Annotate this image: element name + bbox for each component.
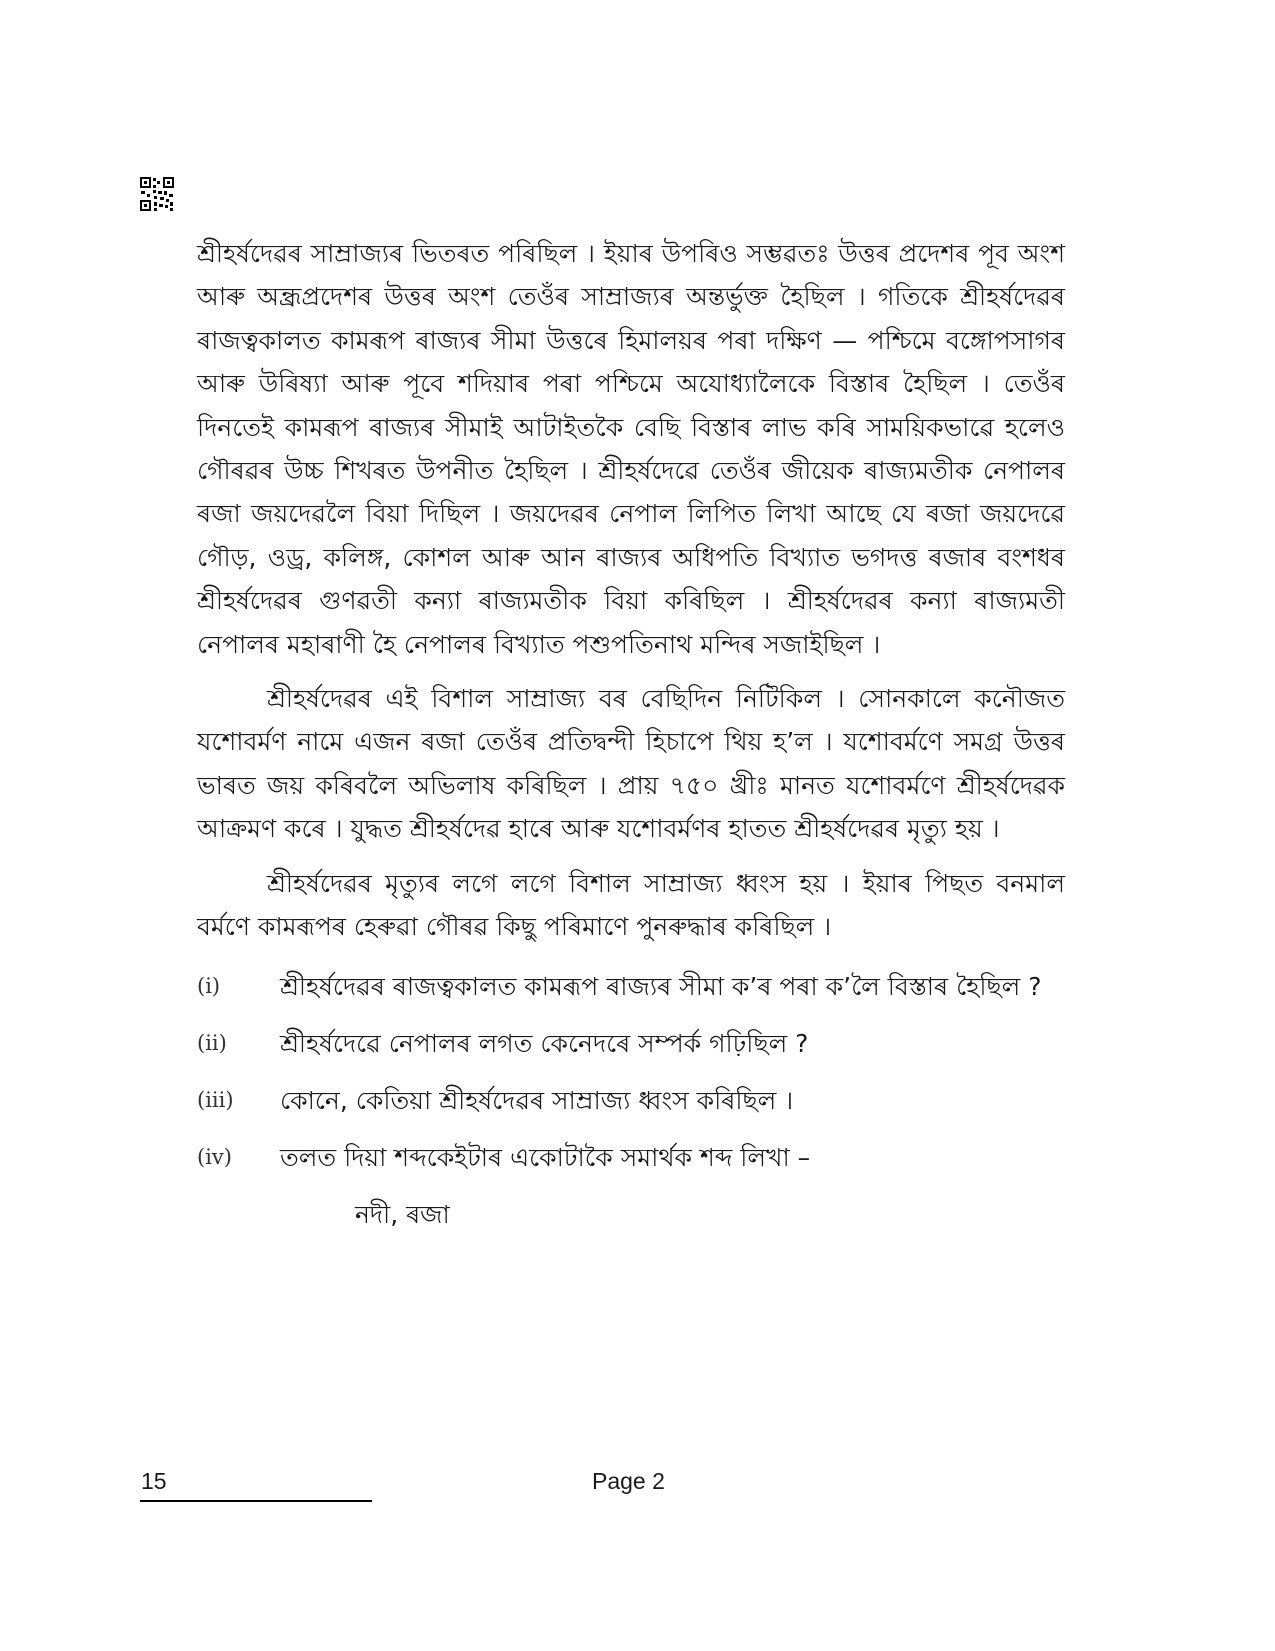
paragraph-3: শ্ৰীহৰ্ষদেৱৰ মৃত্যুৰ লগে লগে বিশাল সাম্ৰাজ্য ধ্বংস হয় । ইয়াৰ পিছত বনমাল বৰ্মণে কামৰূপৰ হেৰুৱা গৌৰৱ কিছু পৰিমাণে পুনৰুদ্ধাৰ কৰিছিল । [197, 868, 1065, 942]
question-number: (iii) [197, 1087, 234, 1112]
footer-paper-code: 15 [141, 1468, 167, 1494]
qr-code-icon [140, 177, 174, 211]
paragraph-1: শ্ৰীহৰ্ষদেৱৰ সাম্ৰাজ্যৰ ভিতৰত পৰিছিল । ইয়াৰ উপৰিও সম্ভৱতঃ উত্তৰ প্ৰদেশৰ পূব অংশ আৰু অন্ধ্ৰপ্ৰদেশৰ উত্তৰ অংশ তেওঁৰ সাম্ৰাজ্যৰ অন্তৰ্ভুক্ত হৈছিল । গতিকে শ্ৰীহৰ্ষদেৱৰ ৰাজত্বকালত কামৰূপ ৰাজ্যৰ সীমা উত্তৰে হিমালয়ৰ পৰা দক্ষিণ — পশ্চিমে বঙ্গোপসাগৰ আৰু উৰিষ্যা আৰু পূবে শদিয়াৰ পৰা পশ্চিমে অযোধ্যালৈকে বিস্তাৰ হৈছিল । তেওঁৰ দিনতেই কামৰূপ ৰাজ্যৰ সীমাই আটাইতকৈ বেছি বিস্তাৰ লাভ কৰি সাময়িকভাৱে হলেও গৌৰৱৰ উচ্চ শিখৰত উপনীত হৈছিল । শ্ৰীহৰ্ষদেৱে তেওঁৰ জীয়েক ৰাজ্যমতীক নেপালৰ ৰজা জয়দেৱলৈ বিয়া দিছিল । জয়দেৱৰ নেপাল লিপিত লিখা আছে যে ৰজা জয়দেৱে গৌড়, ওড্ৰ, কলিঙ্গ, কোশল আৰু আন ৰাজ্যৰ অধিপতি বিখ্যাত ভগদত্ত ৰজাৰ বংশধৰ শ্ৰীহৰ্ষদেৱৰ গুণৱতী কন্যা ৰাজ্যমতীক বিয়া কৰিছিল । শ্ৰীহৰ্ষদেৱৰ কন্যা ৰাজ্যমতী নেপালৰ মহাৰাণী হৈ নেপালৰ বিখ্যাত পশুপতিনাথ মন্দিৰ সজাইছিল । [197, 239, 1065, 659]
question-list [197, 965, 1065, 1236]
question-text: শ্ৰীহৰ্ষদেৱে নেপালৰ লগত কেনেদৰে সম্পৰ্ক গঢ়িছিল ? [280, 1028, 809, 1058]
question-number: (ii) [197, 1030, 227, 1055]
question-text: কোনে, কেতিয়া শ্ৰীহৰ্ষদেৱৰ সাম্ৰাজ্য ধ্বংস কৰিছিল । [280, 1085, 794, 1115]
question-item [197, 1136, 1065, 1179]
question-item [197, 1022, 1065, 1065]
answer-words: নদী, ৰজা [355, 1199, 450, 1229]
question-text: তলত দিয়া শব্দকেইটাৰ একোটাকৈ সমাৰ্থক শব্দ লিখা – [280, 1142, 811, 1172]
footer-divider [140, 1500, 372, 1502]
paragraph-2: শ্ৰীহৰ্ষদেৱৰ এই বিশাল সাম্ৰাজ্য বৰ বেছিদিন নিটিকিল । সোনকালে কনৌজত যশোবৰ্মণ নামে এজন ৰজা তেওঁৰ প্ৰতিদ্বন্দী হিচাপে থিয় হ’ল । যশোবৰ্মণে সমগ্ৰ উত্তৰ ভাৰত জয় কৰিবলৈ অভিলাষ কৰিছিল । প্ৰায় ৭৫০ খ্ৰীঃ মানত যশোবৰ্মণে শ্ৰীহৰ্ষদেৱক আক্ৰমণ কৰে । যুদ্ধত শ্ৰীহৰ্ষদেৱ হাৰে আৰু যশোবৰ্মণৰ হাতত শ্ৰীহৰ্ষদেৱৰ মৃত্যু হয় । [197, 684, 1065, 844]
question-number: (iv) [197, 1144, 232, 1169]
question-item [197, 965, 1065, 1008]
footer-page-number: Page 2 [592, 1468, 665, 1494]
question-item [197, 1079, 1065, 1122]
page-content [197, 232, 1065, 1236]
question-text: শ্ৰীহৰ্ষদেৱৰ ৰাজত্বকালত কামৰূপ ৰাজ্যৰ সীমা ক’ৰ পৰা ক’লৈ বিস্তাৰ হৈছিল ? [280, 971, 1042, 1001]
question-number: (i) [197, 973, 221, 998]
